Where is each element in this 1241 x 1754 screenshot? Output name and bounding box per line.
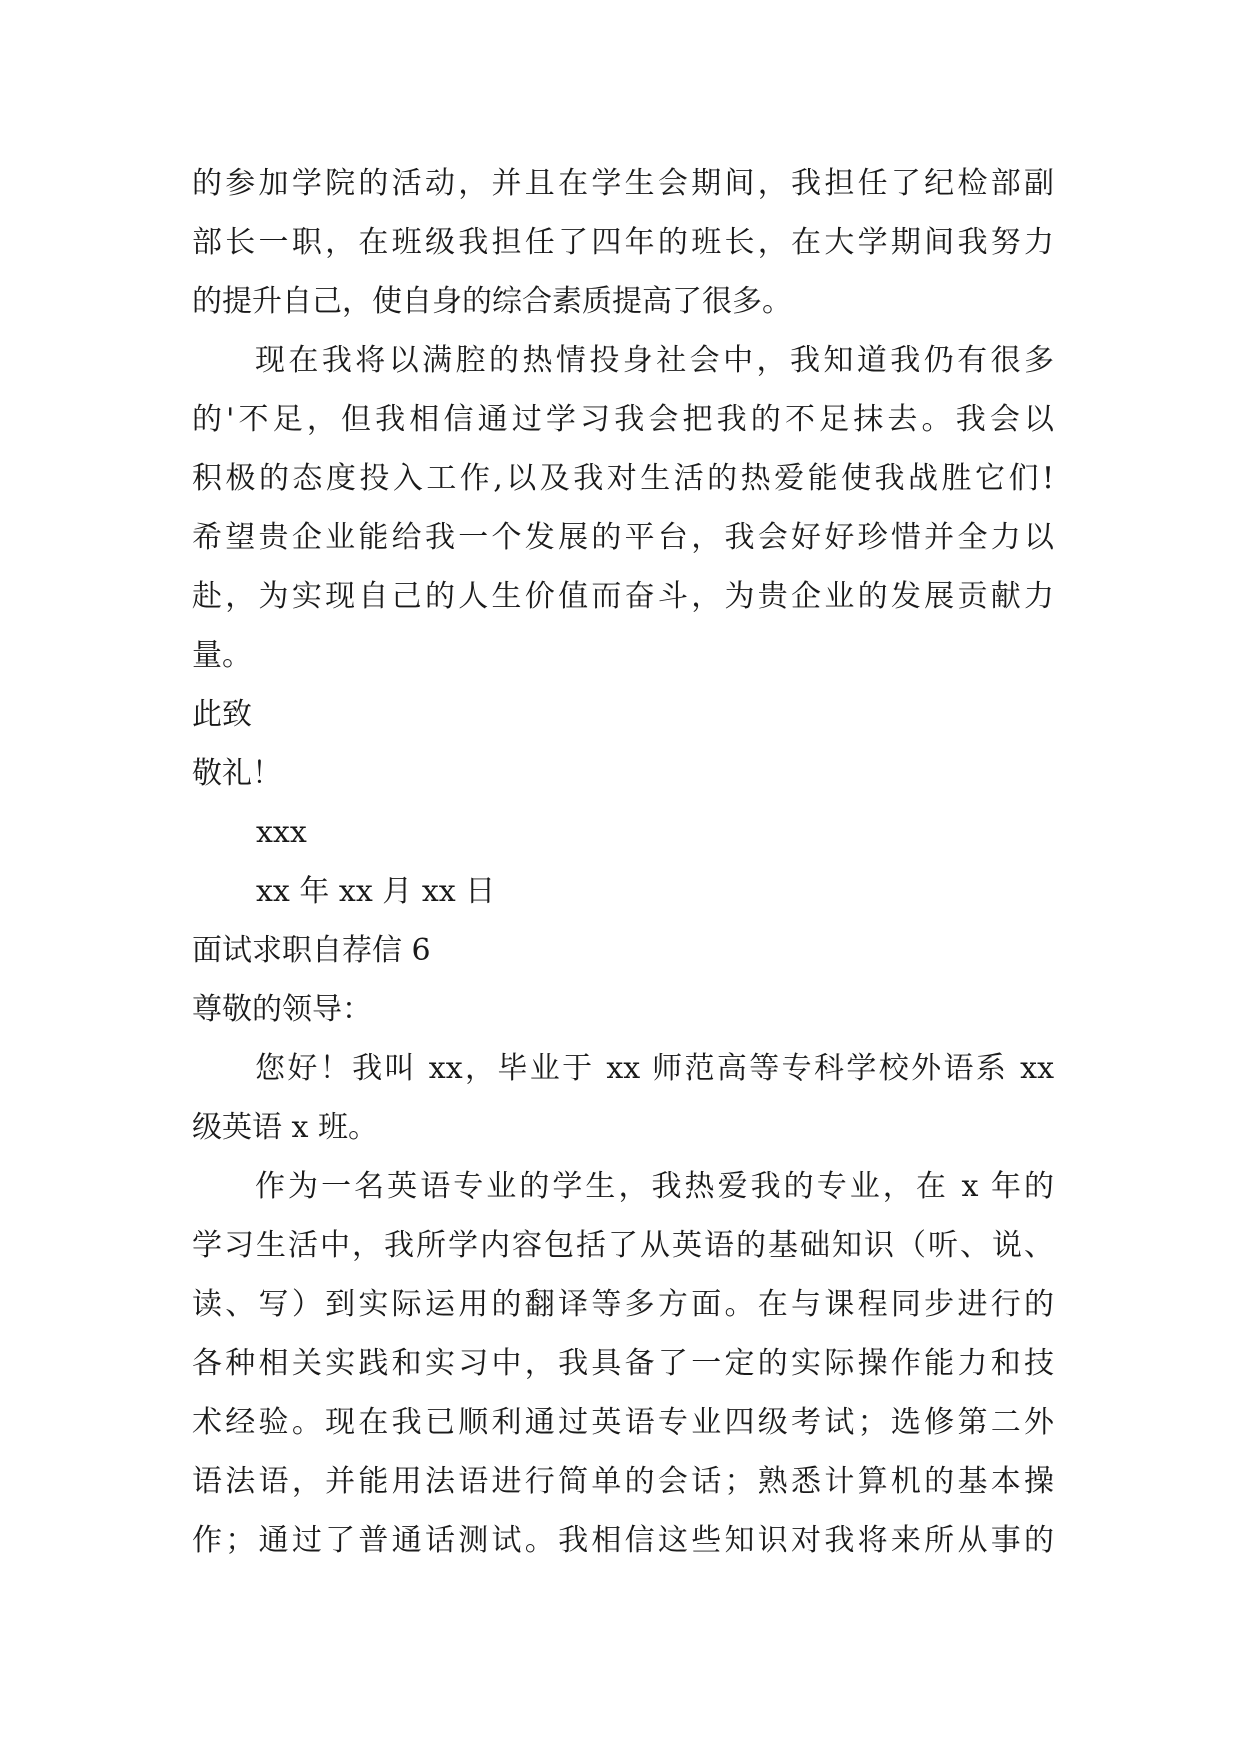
text-line: 量。 — [192, 638, 252, 673]
text-line: 积极的态度投入工作,以及我对生活的热爱能使我战胜它们! — [192, 461, 1054, 496]
text-line: 的提升自己，使自身的综合素质提高了很多。 — [192, 284, 792, 319]
text-line: 部长一职，在班级我担任了四年的班长，在大学期间我努力 — [192, 225, 1054, 260]
paragraph-start: 作为一名英语专业的学生，我热爱我的专业，在 x 年的 — [255, 1169, 1054, 1204]
text-line: 读、写）到实际运用的翻译等多方面。在与课程同步进行的 — [192, 1287, 1054, 1322]
text-line: 作；通过了普通话测试。我相信这些知识对我将来所从事的 — [192, 1523, 1054, 1558]
closing-line: 此致 — [192, 697, 252, 732]
paragraph-start: 现在我将以满腔的热情投身社会中，我知道我仍有很多 — [255, 343, 1054, 378]
text-line: 语法语，并能用法语进行简单的会话；熟悉计算机的基本操 — [192, 1464, 1054, 1499]
greeting-line: 尊敬的领导： — [192, 992, 372, 1027]
text-line: 赴，为实现自己的人生价值而奋斗，为贵企业的发展贡献力 — [192, 579, 1054, 614]
text-line: 术经验。现在我已顺利通过英语专业四级考试；选修第二外 — [192, 1405, 1054, 1440]
text-line: 的参加学院的活动，并且在学生会期间，我担任了纪检部副 — [192, 166, 1054, 201]
salutation-line: 敬礼！ — [192, 756, 282, 791]
section-title: 面试求职自荐信 6 — [192, 933, 431, 968]
text-line: 学习生活中，我所学内容包括了从英语的基础知识（听、说、 — [192, 1228, 1054, 1263]
signature-name: xxx — [256, 815, 307, 850]
signature-date: xx 年 xx 月 xx 日 — [256, 874, 496, 909]
text-line: 的'不足，但我相信通过学习我会把我的不足抹去。我会以 — [192, 402, 1054, 437]
paragraph-start: 您好！我叫 xx，毕业于 xx 师范高等专科学校外语系 xx — [255, 1051, 1054, 1086]
text-line: 级英语 x 班。 — [192, 1110, 378, 1145]
text-line: 希望贵企业能给我一个发展的平台，我会好好珍惜并全力以 — [192, 520, 1054, 555]
text-line: 各种相关实践和实习中，我具备了一定的实际操作能力和技 — [192, 1346, 1054, 1381]
